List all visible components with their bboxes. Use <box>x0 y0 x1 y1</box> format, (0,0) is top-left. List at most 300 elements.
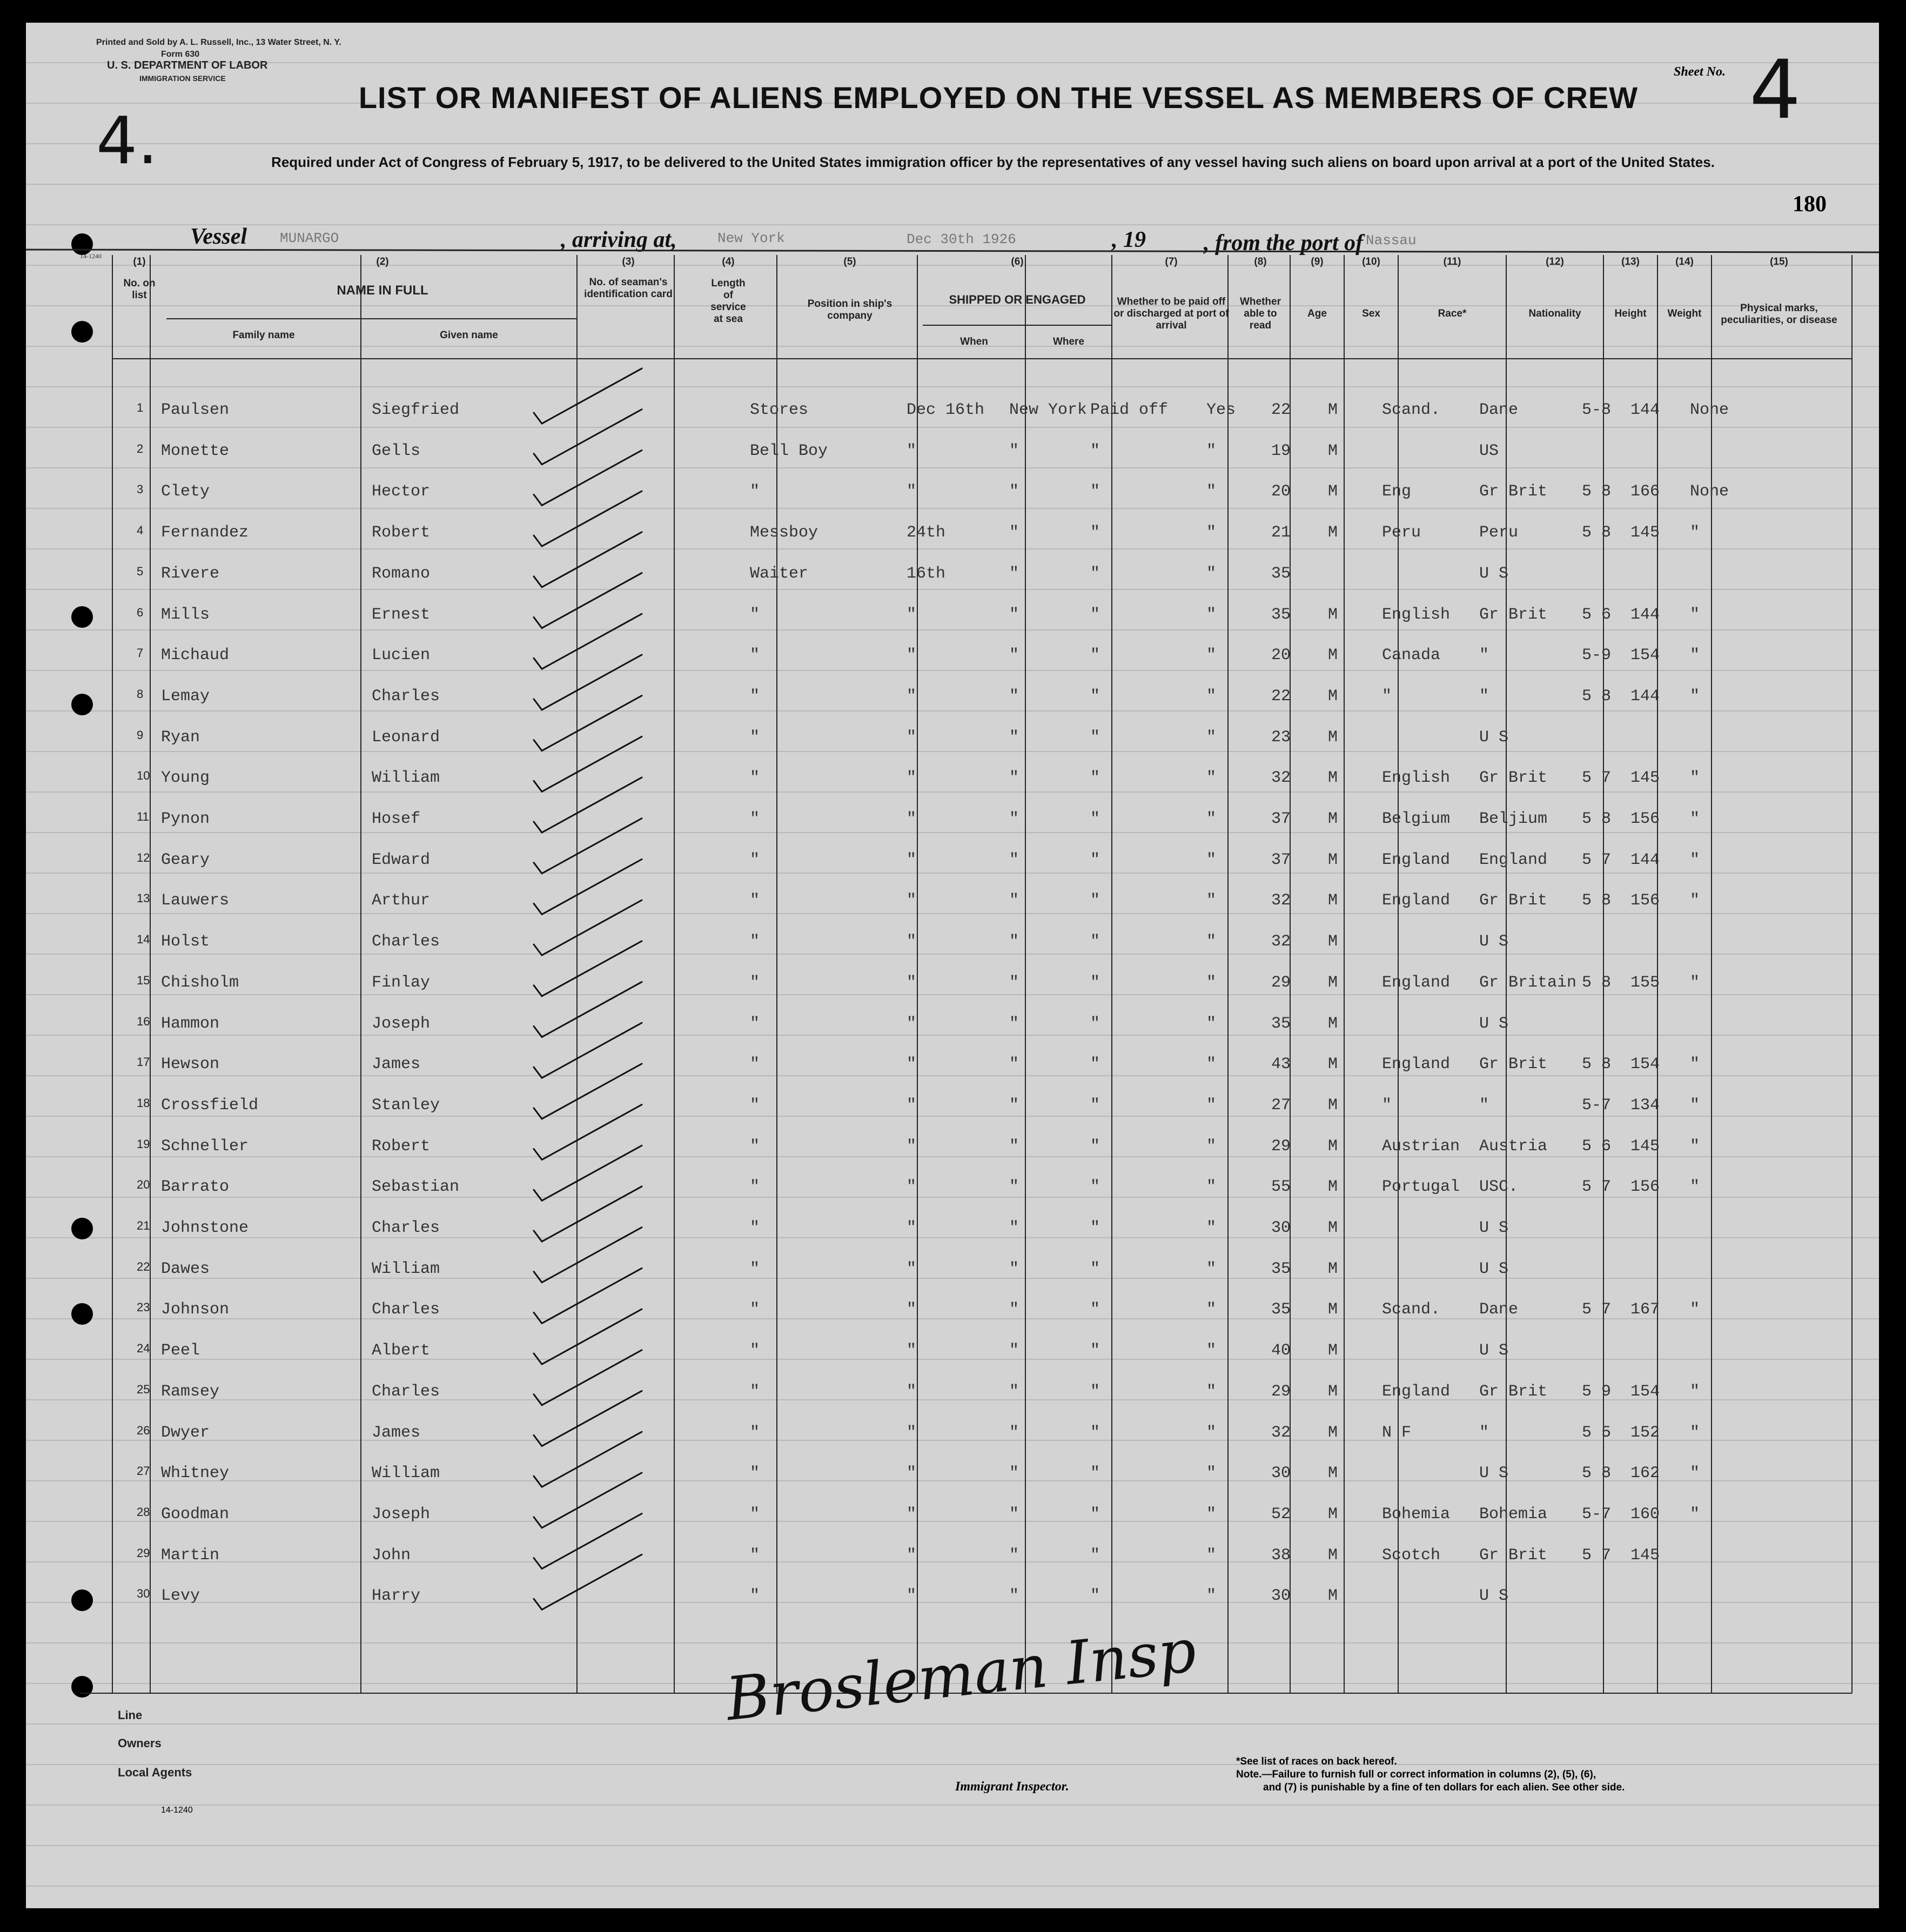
age: 29 <box>1271 973 1291 992</box>
check-mark <box>534 1432 642 1487</box>
shipped-where: " <box>1009 1423 1019 1442</box>
physical-marks: " <box>1690 1464 1700 1483</box>
weight: 144 <box>1630 850 1660 869</box>
position: " <box>750 1259 760 1278</box>
shipped-where: " <box>1009 605 1019 624</box>
sex: M <box>1328 1546 1338 1565</box>
paid-off: " <box>1090 1219 1100 1237</box>
sex: M <box>1328 482 1338 501</box>
able-to-read: " <box>1206 810 1217 828</box>
family-name: Goodman <box>161 1505 230 1524</box>
check-mark <box>534 655 642 710</box>
height: 5 5 <box>1582 1423 1612 1442</box>
sex: M <box>1328 1587 1338 1606</box>
shipped-when: " <box>907 1382 917 1401</box>
sex: M <box>1328 1055 1338 1074</box>
col6a-header: When <box>960 336 988 347</box>
col12-header: Nationality <box>1528 308 1581 319</box>
shipped-when: " <box>907 1178 917 1197</box>
shipped-where: " <box>1009 1300 1019 1319</box>
family-name: Levy <box>161 1587 200 1606</box>
shipped-where: " <box>1009 933 1019 951</box>
paid-off: " <box>1090 564 1100 583</box>
position: " <box>750 646 760 665</box>
paid-off: " <box>1090 1423 1100 1442</box>
family-name: Martin <box>161 1546 220 1565</box>
race: Portugal <box>1382 1178 1460 1197</box>
sex: M <box>1328 1259 1338 1278</box>
race: Austrian <box>1382 1137 1460 1156</box>
height: 5 6 <box>1582 1137 1612 1156</box>
age: 29 <box>1271 1137 1291 1156</box>
family-name: Whitney <box>161 1464 230 1483</box>
check-mark <box>534 982 642 1037</box>
nationality: Gr Brit <box>1479 1382 1548 1401</box>
position: " <box>750 1055 760 1074</box>
position: " <box>750 1137 760 1156</box>
row-number: 26 <box>137 1423 150 1437</box>
shipped-when: " <box>907 1464 917 1483</box>
able-to-read: " <box>1206 1423 1217 1442</box>
family-name: Schneller <box>161 1137 249 1156</box>
paid-off: " <box>1090 1178 1100 1197</box>
check-mark <box>534 859 642 914</box>
row-number: 21 <box>137 1219 150 1232</box>
weight: 167 <box>1630 1300 1660 1319</box>
family-name: Michaud <box>161 646 230 665</box>
age: 38 <box>1271 1546 1291 1565</box>
physical-marks: " <box>1690 1505 1700 1524</box>
able-to-read: " <box>1206 933 1217 951</box>
shipped-when: " <box>907 1587 917 1606</box>
row-number: 1 <box>137 401 144 414</box>
family-name: Hammon <box>161 1014 220 1033</box>
shipped-where: " <box>1009 891 1019 910</box>
physical-marks: " <box>1690 1137 1700 1156</box>
paid-off: " <box>1090 524 1100 542</box>
position: " <box>750 891 760 910</box>
row-number: 23 <box>137 1300 150 1314</box>
family-name: Barrato <box>161 1178 230 1197</box>
physical-marks: None <box>1690 482 1729 501</box>
age: 27 <box>1271 1096 1291 1115</box>
sex: M <box>1328 1341 1338 1360</box>
paid-off: " <box>1090 769 1100 788</box>
race: England <box>1382 891 1451 910</box>
given-name: John <box>372 1546 411 1565</box>
check-mark <box>534 614 642 669</box>
height: 5 7 <box>1582 1300 1612 1319</box>
position: " <box>750 1178 760 1197</box>
given-name: Sebastian <box>372 1178 460 1197</box>
shipped-where: " <box>1009 1178 1019 1197</box>
race: Canada <box>1382 646 1441 665</box>
shipped-where: " <box>1009 850 1019 869</box>
physical-marks: None <box>1690 401 1729 419</box>
weight: 145 <box>1630 524 1660 542</box>
position: " <box>750 850 760 869</box>
sex: M <box>1328 524 1338 542</box>
page-subtitle: Required under Act of Congress of February 5, 1917, to be delivered to the United States immigration officer by the representatives of any vessel having such aliens on board upon arrival at a port of the United States. <box>271 154 1715 170</box>
row-number: 6 <box>137 605 144 619</box>
weight: 160 <box>1630 1505 1660 1524</box>
race: Scand. <box>1382 1300 1441 1319</box>
check-mark <box>534 1350 642 1405</box>
check-mark <box>534 1514 642 1569</box>
height: 5 7 <box>1582 1178 1612 1197</box>
nationality: U S <box>1479 1259 1509 1278</box>
family-name: Johnson <box>161 1300 230 1319</box>
row-number: 4 <box>137 524 144 538</box>
row-number: 22 <box>137 1259 150 1273</box>
check-mark <box>534 368 642 424</box>
able-to-read: " <box>1206 482 1217 501</box>
family-name: Mills <box>161 605 210 624</box>
shipped-where: " <box>1009 1382 1019 1401</box>
paid-off: " <box>1090 810 1100 828</box>
position: " <box>750 687 760 706</box>
shipped-when: " <box>907 933 917 951</box>
family-name: Paulsen <box>161 401 230 419</box>
shipped-when: " <box>907 1137 917 1156</box>
family-name: Dwyer <box>161 1423 210 1442</box>
family-name: Peel <box>161 1341 200 1360</box>
race: Scand. <box>1382 401 1441 419</box>
check-mark <box>534 410 642 465</box>
given-name: Siegfried <box>372 401 460 419</box>
paid-off: " <box>1090 1587 1100 1606</box>
sex: M <box>1328 605 1338 624</box>
given-name: William <box>372 1464 440 1483</box>
able-to-read: " <box>1206 687 1217 706</box>
col6b-header: Where <box>1052 336 1085 347</box>
given-name: Romano <box>372 564 431 583</box>
able-to-read: " <box>1206 605 1217 624</box>
given-name: Finlay <box>372 973 431 992</box>
row-number: 24 <box>137 1341 150 1356</box>
row-number: 10 <box>137 769 150 783</box>
small-form-code: 14-1240 <box>80 252 102 260</box>
height: 5 9 <box>1582 1382 1612 1401</box>
shipped-when: " <box>907 1423 917 1442</box>
nationality: U S <box>1479 1587 1509 1606</box>
physical-marks: " <box>1690 1096 1700 1115</box>
family-name: Pynon <box>161 810 210 828</box>
race: England <box>1382 850 1451 869</box>
shipped-where: " <box>1009 1341 1019 1360</box>
age: 37 <box>1271 850 1291 869</box>
check-mark <box>534 696 642 751</box>
physical-marks: " <box>1690 891 1700 910</box>
given-name: Lucien <box>372 646 431 665</box>
row-number: 30 <box>137 1587 150 1601</box>
age: 21 <box>1271 524 1291 542</box>
shipped-when: " <box>907 973 917 992</box>
age: 22 <box>1271 687 1291 706</box>
nationality: " <box>1479 1096 1489 1115</box>
paid-off: " <box>1090 728 1100 747</box>
weight: 145 <box>1630 769 1660 788</box>
col13-number: (13) <box>1621 256 1640 267</box>
col1-number: (1) <box>133 256 146 267</box>
age: 35 <box>1271 605 1291 624</box>
able-to-read: " <box>1206 1464 1217 1483</box>
given-name: Ernest <box>372 605 431 624</box>
race: Eng <box>1382 482 1412 501</box>
col3-header: No. of seaman's identification card <box>584 277 673 300</box>
nationality: Gr Brit <box>1479 1546 1548 1565</box>
race: England <box>1382 1382 1451 1401</box>
height: 5 7 <box>1582 769 1612 788</box>
age: 35 <box>1271 1259 1291 1278</box>
race: N F <box>1382 1423 1412 1442</box>
family-name: Johnstone <box>161 1219 249 1237</box>
vessel-label: Vessel <box>190 224 247 249</box>
nationality: Dane <box>1479 401 1519 419</box>
age: 30 <box>1271 1464 1291 1483</box>
physical-marks: " <box>1690 687 1700 706</box>
shipped-when: " <box>907 1546 917 1565</box>
printer-line: Printed and Sold by A. L. Russell, Inc., 13 Water Street, N. Y. <box>96 38 341 47</box>
row-number: 16 <box>137 1014 150 1028</box>
family-name: Lemay <box>161 687 210 706</box>
shipped-when: " <box>907 1300 917 1319</box>
col12-number: (12) <box>1546 256 1564 267</box>
position: " <box>750 1096 760 1115</box>
age: 30 <box>1271 1219 1291 1237</box>
paid-off: " <box>1090 1341 1100 1360</box>
given-name: Charles <box>372 1300 440 1319</box>
check-mark <box>534 1145 642 1200</box>
manifest-sheet <box>26 23 1879 1908</box>
height: 5 8 <box>1582 1055 1612 1074</box>
shipped-when: " <box>907 1341 917 1360</box>
age: 35 <box>1271 564 1291 583</box>
col14-header: Weight <box>1667 308 1702 319</box>
row-number: 8 <box>137 687 144 701</box>
shipped-when: " <box>907 1505 917 1524</box>
able-to-read: " <box>1206 850 1217 869</box>
check-mark <box>534 450 642 505</box>
check-mark <box>534 1064 642 1119</box>
height: 5 8 <box>1582 524 1612 542</box>
weight: 134 <box>1630 1096 1660 1115</box>
shipped-when: " <box>907 1055 917 1074</box>
sheet-number: 4 <box>1749 43 1801 137</box>
col4-header: Length of service at sea <box>710 278 746 325</box>
height: 5-8 <box>1582 401 1612 419</box>
sex: M <box>1328 1178 1338 1197</box>
shipped-when: " <box>907 441 917 460</box>
nationality: " <box>1479 646 1489 665</box>
age: 29 <box>1271 1382 1291 1401</box>
race: English <box>1382 769 1451 788</box>
shipped-when: 24th <box>907 524 946 542</box>
given-name: James <box>372 1423 421 1442</box>
able-to-read: " <box>1206 1341 1217 1360</box>
col13-header: Height <box>1614 308 1647 319</box>
nationality: U S <box>1479 1219 1509 1237</box>
paid-off: " <box>1090 441 1100 460</box>
position: " <box>750 1505 760 1524</box>
physical-marks: " <box>1690 1055 1700 1074</box>
weight: 145 <box>1630 1137 1660 1156</box>
weight: 144 <box>1630 401 1660 419</box>
shipped-when: Dec 16th <box>907 401 985 419</box>
age: 32 <box>1271 933 1291 951</box>
sex: M <box>1328 401 1338 419</box>
weight: 145 <box>1630 1546 1660 1565</box>
height: 5-7 <box>1582 1096 1612 1115</box>
position: " <box>750 1546 760 1565</box>
line-label: Line <box>118 1708 143 1722</box>
check-mark <box>534 1554 642 1609</box>
col10-header: Sex <box>1362 308 1380 319</box>
position: " <box>750 769 760 788</box>
height: 5-9 <box>1582 646 1612 665</box>
col9-header: Age <box>1307 308 1327 319</box>
physical-marks: " <box>1690 1382 1700 1401</box>
position: Messboy <box>750 524 818 542</box>
shipped-when: " <box>907 646 917 665</box>
given-name: Arthur <box>372 891 431 910</box>
shipped-when: " <box>907 1219 917 1237</box>
department: U. S. DEPARTMENT OF LABOR <box>107 59 268 71</box>
nationality: U S <box>1479 1341 1509 1360</box>
col5-header: Position in ship's company <box>807 298 892 321</box>
given-name: Charles <box>372 1382 440 1401</box>
row-number: 11 <box>137 810 149 823</box>
given-name: William <box>372 769 440 788</box>
check-mark <box>534 532 642 587</box>
row-number: 17 <box>137 1055 150 1069</box>
position: Bell Boy <box>750 441 828 460</box>
form-number: Form 630 <box>161 50 200 59</box>
position: " <box>750 973 760 992</box>
nationality: Gr Britain <box>1479 973 1577 992</box>
able-to-read: " <box>1206 891 1217 910</box>
shipped-when: 16th <box>907 564 946 583</box>
form-code-bottom: 14-1240 <box>161 1806 193 1815</box>
age: 52 <box>1271 1505 1291 1524</box>
row-number: 20 <box>137 1178 150 1192</box>
col8-header: Whether able to read <box>1240 296 1281 331</box>
sex: M <box>1328 810 1338 828</box>
shipped-where: " <box>1009 1055 1019 1074</box>
paid-off: " <box>1090 1546 1100 1565</box>
shipped-where: " <box>1009 728 1019 747</box>
physical-marks: " <box>1690 850 1700 869</box>
paid-off: " <box>1090 933 1100 951</box>
position: " <box>750 1300 760 1319</box>
age: 22 <box>1271 401 1291 419</box>
col2-number: (2) <box>376 256 389 267</box>
physical-marks: " <box>1690 605 1700 624</box>
col6-number: (6) <box>1011 256 1024 267</box>
page-title: LIST OR MANIFEST OF ALIENS EMPLOYED ON THE VESSEL AS MEMBERS OF CREW <box>358 81 1639 115</box>
nationality: U S <box>1479 1464 1509 1483</box>
from-label: , from the port of <box>1204 231 1364 256</box>
nationality: Gr Brit <box>1479 605 1548 624</box>
nationality: Bohemia <box>1479 1505 1548 1524</box>
family-name: Crossfield <box>161 1096 259 1115</box>
able-to-read: " <box>1206 1382 1217 1401</box>
given-name: Stanley <box>372 1096 440 1115</box>
col6-header: SHIPPED OR ENGAGED <box>949 293 1086 306</box>
weight: 144 <box>1630 687 1660 706</box>
nationality: U S <box>1479 564 1509 583</box>
shipped-where: " <box>1009 1587 1019 1606</box>
check-mark <box>534 819 642 874</box>
local-agents-label: Local Agents <box>118 1766 192 1779</box>
sex: M <box>1328 891 1338 910</box>
paid-off: " <box>1090 1137 1100 1156</box>
paid-off: " <box>1090 850 1100 869</box>
row-number: 9 <box>137 728 144 742</box>
weight: 162 <box>1630 1464 1660 1483</box>
col15-number: (15) <box>1770 256 1788 267</box>
nationality: Beljium <box>1479 810 1548 828</box>
able-to-read: " <box>1206 646 1217 665</box>
owners-label: Owners <box>118 1736 162 1750</box>
given-name: Albert <box>372 1341 431 1360</box>
weight: 154 <box>1630 646 1660 665</box>
col10-number: (10) <box>1362 256 1380 267</box>
shipped-where: " <box>1009 687 1019 706</box>
nationality: Gr Brit <box>1479 1055 1548 1074</box>
height: 5 8 <box>1582 973 1612 992</box>
nationality: USC. <box>1479 1178 1519 1197</box>
race: England <box>1382 1055 1451 1074</box>
sex: M <box>1328 1505 1338 1524</box>
race: " <box>1382 687 1392 706</box>
weight: 155 <box>1630 973 1660 992</box>
nationality: U S <box>1479 1014 1509 1033</box>
given-name: Leonard <box>372 728 440 747</box>
nationality: " <box>1479 687 1489 706</box>
service: IMMIGRATION SERVICE <box>139 74 226 83</box>
arriving-port: New York <box>717 230 785 246</box>
row-number: 25 <box>137 1382 150 1396</box>
able-to-read: " <box>1206 441 1217 460</box>
paid-off: " <box>1090 687 1100 706</box>
col15-header: Physical marks, peculiarities, or disease <box>1721 303 1837 326</box>
family-name: Chisholm <box>161 973 239 992</box>
arriving-label: , arriving at, <box>561 227 677 252</box>
given-name: James <box>372 1055 421 1074</box>
nationality: Gr Brit <box>1479 891 1548 910</box>
sex: M <box>1328 933 1338 951</box>
height: 5 6 <box>1582 605 1612 624</box>
weight: 156 <box>1630 810 1660 828</box>
shipped-when: " <box>907 1259 917 1278</box>
weight: 154 <box>1630 1382 1660 1401</box>
paid-off: " <box>1090 1505 1100 1524</box>
paid-off: " <box>1090 973 1100 992</box>
shipped-when: " <box>907 687 917 706</box>
position: " <box>750 933 760 951</box>
sex: M <box>1328 1137 1338 1156</box>
nationality: US <box>1479 441 1499 460</box>
able-to-read: " <box>1206 1096 1217 1115</box>
shipped-where: " <box>1009 973 1019 992</box>
row-number: 13 <box>137 891 150 905</box>
shipped-where: " <box>1009 1219 1019 1237</box>
family-name: Holst <box>161 933 210 951</box>
check-mark <box>534 1227 642 1283</box>
check-mark <box>534 1186 642 1242</box>
shipped-when: " <box>907 728 917 747</box>
